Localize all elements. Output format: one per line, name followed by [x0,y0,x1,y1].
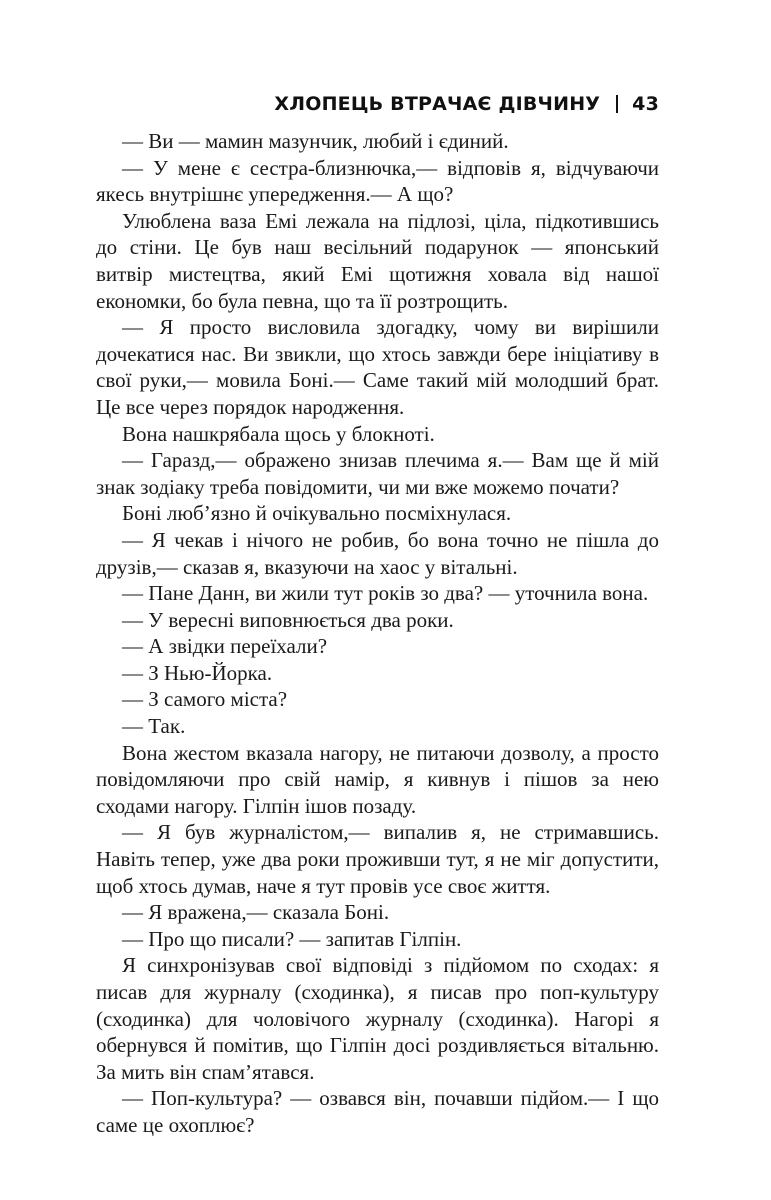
paragraph: — Ви — мамин мазунчик, любий і єдиний. [122,129,509,153]
paragraph: Вона жестом вказала нагору, не питаючи дозволу, а просто повідомляючи про свій намір, я кивнув і пішов за нею сходами нагору. Гілпін ішов позаду. [96,740,659,818]
paragraph: — Я вражена,— сказала Боні. [122,900,390,925]
paragraph: — Гаразд,— ображено знизав плечима я.— Вам ще й мій знак зодіаку треба повідомити, чи ми вже можемо почати? [96,448,659,499]
paragraph: Улюблена ваза Емі лежала на підлозі, ціла, підкотившись до стіни. Це був наш весільний подарунок — японський витвір мистецтва, який Емі щотижня ховала від нашої економки, бо була певна, що та її розтрощить. [96,208,659,313]
paragraph: — Про що писали? — запитав Гілпін. [122,926,462,951]
body-text [96,128,659,1139]
page-number: 43 [632,93,659,115]
paragraph: — Поп-культура? — озвався він, почавши підйом.— І що саме це охоплює? [96,1086,659,1137]
paragraph: Вона нашкрябала щось у блокноті. [122,421,435,446]
chapter-title: ХЛОПЕЦЬ ВТРАЧАЄ ДІВЧИНУ [274,93,601,115]
paragraph: Боні люб’язно й очікувально посміхнулася. [122,501,512,526]
paragraph: — У вересні виповнюється два роки. [122,607,454,632]
paragraph: — Я чекав і нічого не робив, бо вона точно не пішла до друзів,— сказав я, вказуючи на хаос у вітальні. [96,527,659,579]
book-page [96,88,659,1139]
paragraph: — Так. [122,714,186,739]
header-separator [616,95,618,113]
paragraph: — У мене є сестра-близнючка,— відповів я, відчуваючи якесь внутрішнє упередження.— А що? [96,155,659,207]
paragraph: Я синхронізував свої відповіді з підйомом по сходах: я писав для журналу (сходинка), я писав про поп-культуру (сходинка) для чоловічого журналу (сходинка). Нагорі я обернувся й помітив, що Гілпін досі роздивляється вітальню. За мить він спам’ятався. [96,953,659,1084]
running-head [96,88,659,120]
paragraph: — А звідки переїхали? [122,634,328,659]
paragraph: — Пане Данн, ви жили тут років зо два? — уточнила вона. [122,581,649,606]
paragraph: — З Нью-Йорка. [122,660,273,685]
paragraph: — З самого міста? [122,687,288,712]
paragraph: — Я був журналістом,— випалив я, не стримавшись. Навіть тепер, уже два роки проживши тут, я не міг допустити, щоб хтось думав, наче я тут провів усе своє життя. [96,820,659,898]
paragraph: — Я просто висловила здогадку, чому ви вирішили дочекатися нас. Ви звикли, що хтось завжди бере ініціативу в свої руки,— мовила Боні.— Саме такий мій молодший брат. Це все через порядок народження. [96,315,659,419]
